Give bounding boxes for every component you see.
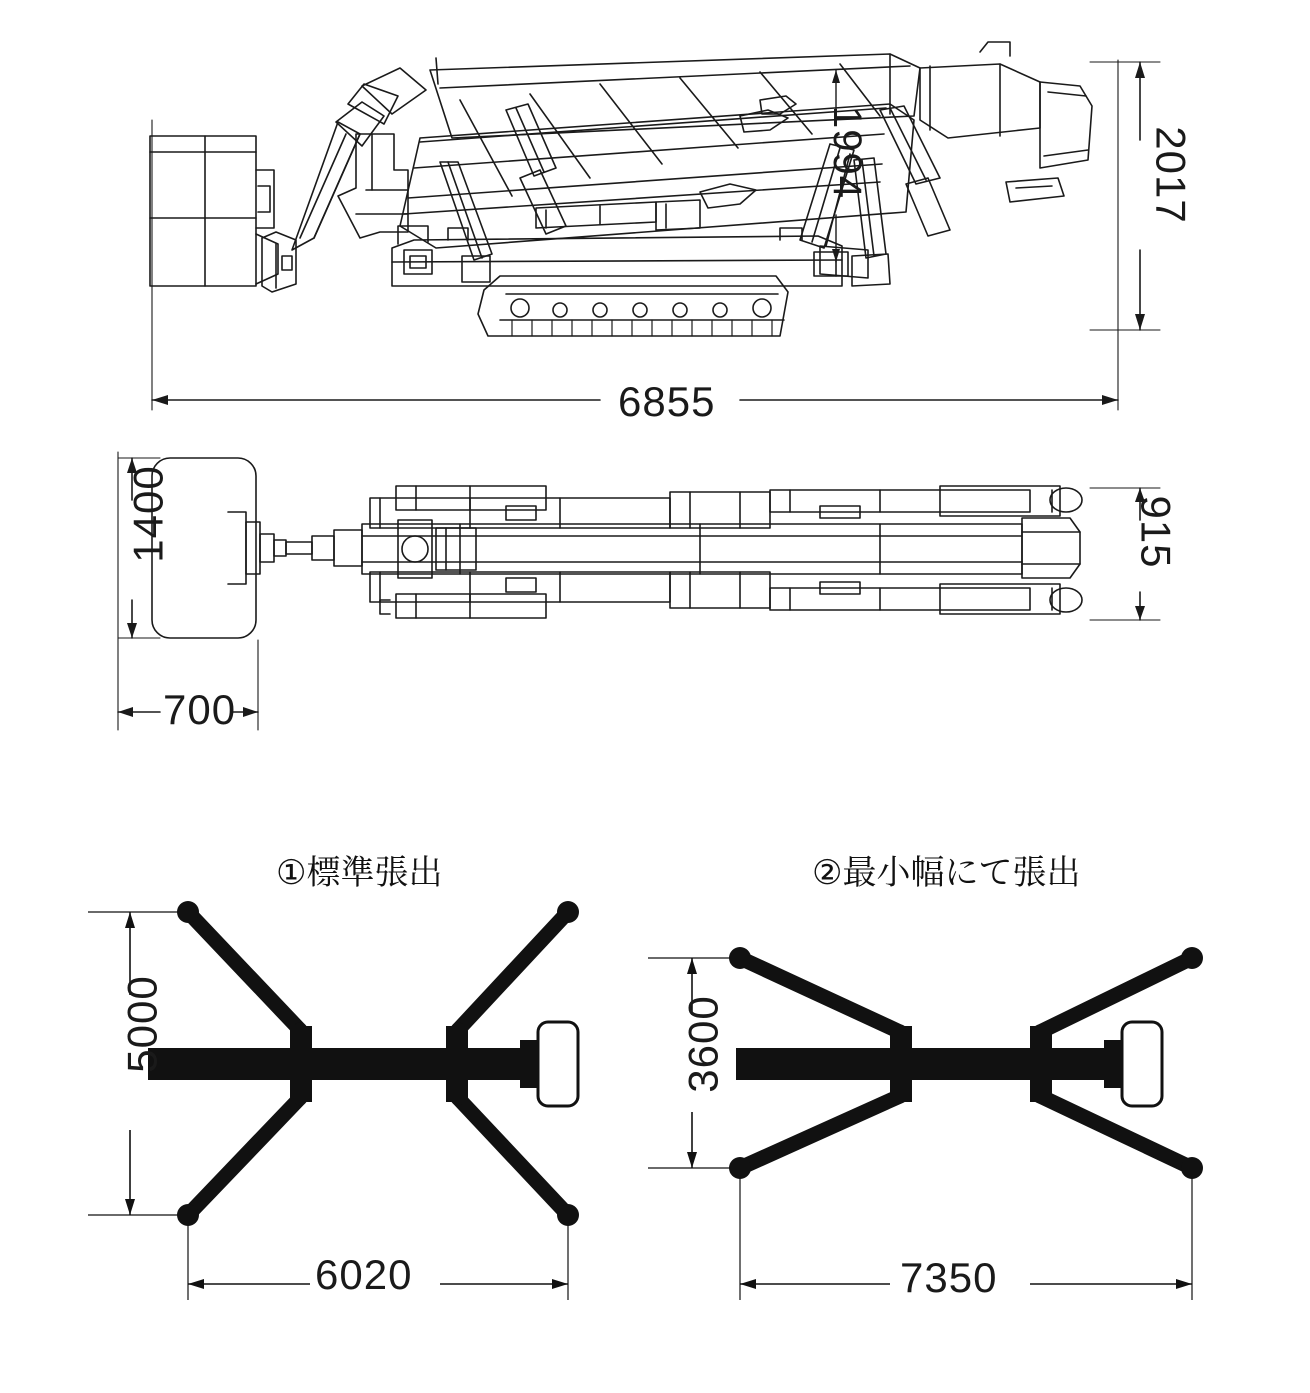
dim-label-minimum-span-vertical: 3600 <box>679 995 727 1093</box>
dim-label-inner-height: 1994 <box>824 106 869 199</box>
dim-label-overall-length: 6855 <box>618 378 716 425</box>
caption-standard-outrigger: ①標準張出 <box>276 853 443 893</box>
dim-label-standard-span-horizontal: 6020 <box>315 1251 413 1298</box>
dim-label-basket-width: 1400 <box>124 465 172 563</box>
dim-label-basket-depth: 700 <box>163 686 237 733</box>
dim-label-machine-width: 915 <box>1132 495 1180 569</box>
dim-label-minimum-span-horizontal: 7350 <box>900 1254 998 1301</box>
caption-minimum-outrigger: ②最小幅にて張出 <box>812 853 1081 893</box>
dim-label-overall-height: 2017 <box>1147 126 1195 224</box>
dim-label-standard-span-vertical: 5000 <box>118 975 166 1073</box>
